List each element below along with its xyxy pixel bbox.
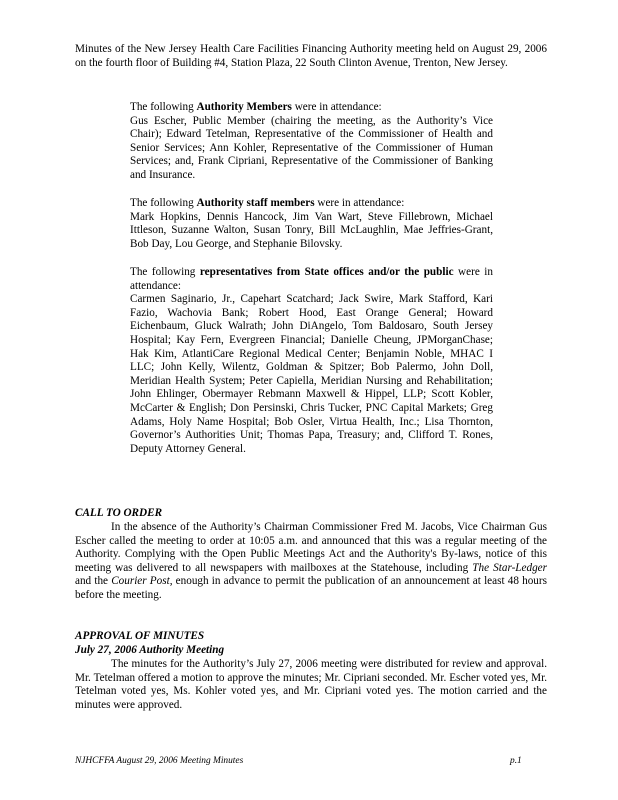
newspaper-star-ledger: The Star-Ledger — [472, 561, 547, 574]
approval-of-minutes-heading: APPROVAL OF MINUTES — [75, 630, 205, 642]
staff-prefix: The following — [130, 197, 197, 209]
public-representatives-section — [130, 266, 493, 456]
authority-members-section — [130, 101, 493, 183]
public-prefix: The following — [130, 266, 200, 278]
call-to-order-text-1: In the absence of the Authority’s Chairman Commissioner Fred M. Jacobs, Vice Chairman Gus Escher called the meeting to order at 10:05 a.m. and announced that this was a regular meeting of the Authority. Complying with the Open Public Meetings Act and the Authority's By-laws, notice of this meeting was delivered to all newspapers with mailboxes at the Statehouse, including — [75, 521, 547, 574]
public-list: Carmen Saginario, Jr., Capehart Scatchard; Jack Swire, Mark Stafford, Kari Fazio, Wachovia Bank; Robert Hood, East Orange General; Howard Eichenbaum, Gluck Walrath; John DiAngelo, Tom Baldosaro, South Jersey Hospital; Kay Fern, Evergreen Financial; Danielle Cheung, JPMorganChase; Hak Kim, AtlantiCare Regional Medical Center; Benjamin Noble, MHAC I LLC; John Kelly, Wilentz, Goldman & Spitzer; Bob Palermo, John Doll, Meridian Health System; Peter Capiella, Meridian Nursing and Rehabilitation; John Ehlinger, Obermayer Rebmann Maxwell & Hippel, LLP; Scott Kobler, McCarter & English; Don Persinski, Chris Tucker, PNC Capital Markets; Greg Adams, Holy Name Hospital; Bob Osler, Virtua Health, Inc.; Lisa Thornton, Governor’s Authorities Unit; Thomas Papa, Treasury; and, Clifford T. Rones, Deputy Attorney General. — [130, 293, 493, 455]
call-to-order-heading: CALL TO ORDER — [75, 507, 163, 519]
members-suffix: were in attendance: — [291, 101, 382, 113]
members-intro-line — [130, 101, 493, 115]
newspaper-courier-post: Courier Post, — [111, 575, 173, 588]
public-intro-line — [130, 266, 493, 293]
members-prefix: The following — [130, 101, 197, 113]
staff-list: Mark Hopkins, Dennis Hancock, Jim Van Wart, Steve Fillebrown, Michael Ittleson, Suzanne Walton, Susan Tonry, Bill McLaughlin, Mae Jeffries-Grant, Bob Day, Lou George, and Stephanie Bilovsky. — [130, 210, 493, 250]
staff-suffix: were in attendance: — [314, 197, 405, 209]
call-to-order-text-3: enough in advance to permit the publication of an announcement at least 48 hours before the meeting. — [75, 575, 547, 601]
staff-bold-label: Authority staff members — [196, 197, 315, 209]
call-to-order-text-2: and the — [75, 575, 112, 588]
call-to-order-paragraph — [75, 521, 547, 603]
members-bold-label: Authority Members — [196, 101, 292, 113]
footer-document-title: NJHCFFA August 29, 2006 Meeting Minutes — [75, 756, 244, 766]
approval-text: The minutes for the Authority’s July 27, 2006 meeting were distributed for review and approval. Mr. Tetelman offered a motion to approve the minutes; Mr. Cipriani seconded. Mr. Escher voted yes, Mr. Tetelman voted yes, Ms. Kohler voted yes, and Mr. Cipriani voted yes. The motion carried and the minutes were approved. — [75, 658, 547, 711]
public-suffix: were in attendance: — [130, 266, 493, 292]
staff-intro-line — [130, 197, 493, 211]
approval-paragraph — [75, 658, 547, 712]
authority-staff-section — [130, 197, 493, 251]
public-bold-label: representatives from State offices and/or the public — [199, 266, 454, 278]
intro-paragraph: Minutes of the New Jersey Health Care Facilities Financing Authority meeting held on August 29, 2006 on the fourth floor of Building #4, Station Plaza, 22 South Clinton Avenue, Trenton, New Jersey. — [75, 43, 547, 69]
approval-subheading: July 27, 2006 Authority Meeting — [75, 644, 225, 656]
footer-page-number: p.1 — [510, 756, 522, 766]
members-list: Gus Escher, Public Member (chairing the meeting, as the Authority’s Vice Chair); Edward Tetelman, Representative of the Commissioner of Health and Senior Services; Ann Kohler, Representative of the Commissioner of Human Services; and, Frank Cipriani, Representative of the Commissioner of Banking and Insurance. — [130, 114, 493, 181]
